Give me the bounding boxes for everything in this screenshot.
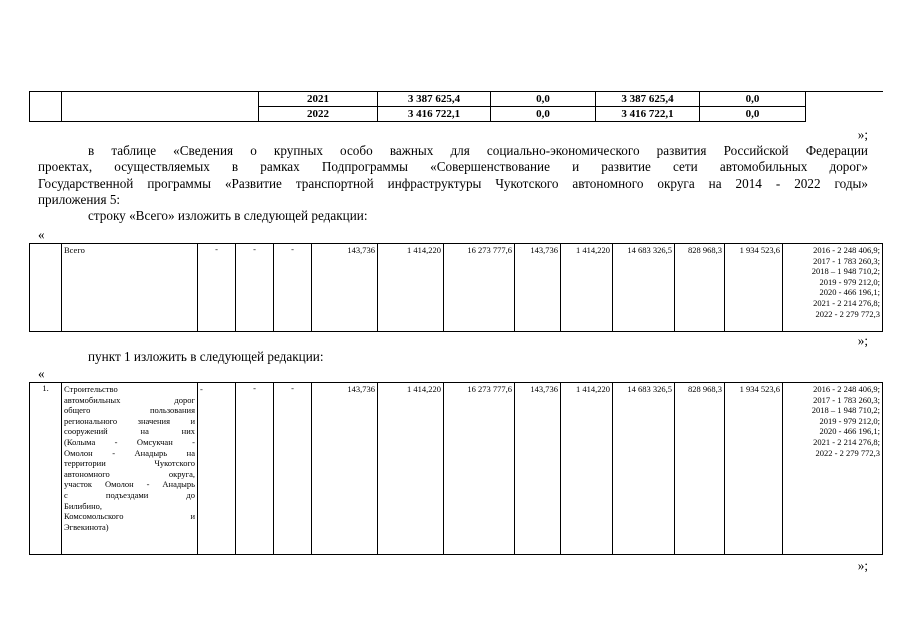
year-line: 2016 - 2 248 406,9; — [813, 245, 880, 255]
year-cell: 2021 — [259, 92, 378, 107]
table-cell — [806, 92, 883, 122]
table-cell: 143,736 — [515, 244, 561, 332]
year-line: 2017 - 1 783 260,3; — [813, 394, 880, 405]
name-line: сооружений на них — [64, 426, 195, 437]
closing-quote: »; — [857, 558, 868, 573]
table-cell: 1 414,220 — [378, 383, 444, 555]
row-number-cell: 1. — [30, 383, 62, 555]
years-cell — [783, 244, 883, 332]
name-line: автомобильных дорог — [64, 394, 195, 405]
name-line: Эгвекинота) — [64, 521, 109, 532]
table-cell: - — [236, 244, 274, 332]
year-line: 2021 - 2 214 276,8; — [813, 436, 880, 447]
year-line: 2019 - 979 212,0; — [819, 415, 880, 426]
table-row — [30, 244, 883, 332]
name-line: Билибино, — [64, 500, 103, 511]
closing-quote: »; — [857, 127, 868, 142]
other-cell: 0,0 — [700, 107, 806, 122]
federal-cell: 0,0 — [491, 92, 596, 107]
table-row — [30, 92, 883, 107]
table-cell: - — [198, 244, 236, 332]
name-line: участок Омолон - Анадырь — [64, 479, 195, 490]
table-row — [30, 383, 883, 555]
total-table — [29, 243, 883, 332]
name-cell — [62, 383, 198, 555]
name-line: Строительство — [64, 384, 118, 394]
year-line: 2019 - 979 212,0; — [819, 276, 880, 287]
name-line: общего пользования — [64, 405, 195, 416]
table-cell: 1 414,220 — [561, 383, 613, 555]
table-cell: 16 273 777,6 — [444, 244, 515, 332]
name-cell: Всего — [62, 244, 198, 332]
table-cell: - — [274, 383, 312, 555]
opening-quote: « — [38, 227, 45, 242]
federal-cell: 0,0 — [491, 107, 596, 122]
closing-quote: »; — [857, 333, 868, 348]
regional-cell: 3 387 625,4 — [596, 92, 700, 107]
total-cell: 3 387 625,4 — [378, 92, 491, 107]
table-cell: 1 934 523,6 — [725, 244, 783, 332]
item-table — [29, 382, 883, 555]
year-line: 2017 - 1 783 260,3; — [813, 255, 880, 266]
year-line: 2021 - 2 214 276,8; — [813, 297, 880, 308]
regional-cell: 3 416 722,1 — [596, 107, 700, 122]
total-cell: 3 416 722,1 — [378, 107, 491, 122]
year-line: 2022 - 2 279 772,3 — [815, 447, 880, 458]
table-cell: 1 934 523,6 — [725, 383, 783, 555]
year-line: 2020 - 466 196,1; — [819, 426, 880, 437]
year-line: 2020 - 466 196,1; — [819, 287, 880, 298]
year-line: 2018 – 1 948 710,2; — [811, 266, 880, 277]
name-line: автономного округа, — [64, 468, 195, 479]
name-line: (Колыма - Омсукчан - — [64, 436, 195, 447]
table-cell: 1 414,220 — [378, 244, 444, 332]
table-cell: 14 683 326,5 — [613, 383, 675, 555]
paragraph-line: приложения 5: — [38, 192, 121, 207]
paragraph-line: в таблице «Сведения о крупных особо важных для социально-экономического развития Российской Федерации — [88, 143, 868, 158]
table-cell: 143,736 — [515, 383, 561, 555]
other-cell: 0,0 — [700, 92, 806, 107]
table-cell: 828 968,3 — [675, 244, 725, 332]
table-cell: 143,736 — [312, 244, 378, 332]
table-cell: - — [236, 383, 274, 555]
table-cell: 14 683 326,5 — [613, 244, 675, 332]
table-cell — [62, 92, 259, 122]
funding-table — [29, 91, 883, 122]
table-cell — [30, 244, 62, 332]
opening-quote: « — [38, 366, 45, 381]
instruction-line: строку «Всего» изложить в следующей редакции: — [88, 208, 368, 223]
name-line: территории Чукотского — [64, 458, 195, 469]
year-line: 2018 – 1 948 710,2; — [811, 405, 880, 416]
table-cell: 143,736 — [312, 383, 378, 555]
paragraph-line: проектах, осуществляемых в рамках Подпрограммы «Совершенствование и развитие сети автомобильных дорог» — [38, 159, 868, 174]
years-cell — [783, 383, 883, 555]
table-cell: 828 968,3 — [675, 383, 725, 555]
name-line: регионального значения и — [64, 415, 195, 426]
table-cell — [30, 92, 62, 122]
year-line: 2016 - 2 248 406,9; — [813, 384, 880, 394]
table-cell: - — [198, 383, 236, 555]
name-line: Комсомольского и — [64, 511, 195, 522]
year-cell: 2022 — [259, 107, 378, 122]
name-line: Омолон - Анадырь на — [64, 447, 195, 458]
year-line: 2022 - 2 279 772,3 — [815, 308, 880, 319]
instruction-line: пункт 1 изложить в следующей редакции: — [88, 349, 324, 364]
table-cell: 1 414,220 — [561, 244, 613, 332]
name-line: с подъездами до — [64, 489, 195, 500]
table-cell: 16 273 777,6 — [444, 383, 515, 555]
table-cell: - — [274, 244, 312, 332]
paragraph-line: Государственной программы «Развитие транспортной инфраструктуры Чукотского автономного округа на 2014 - 2022 годы» — [38, 176, 868, 191]
